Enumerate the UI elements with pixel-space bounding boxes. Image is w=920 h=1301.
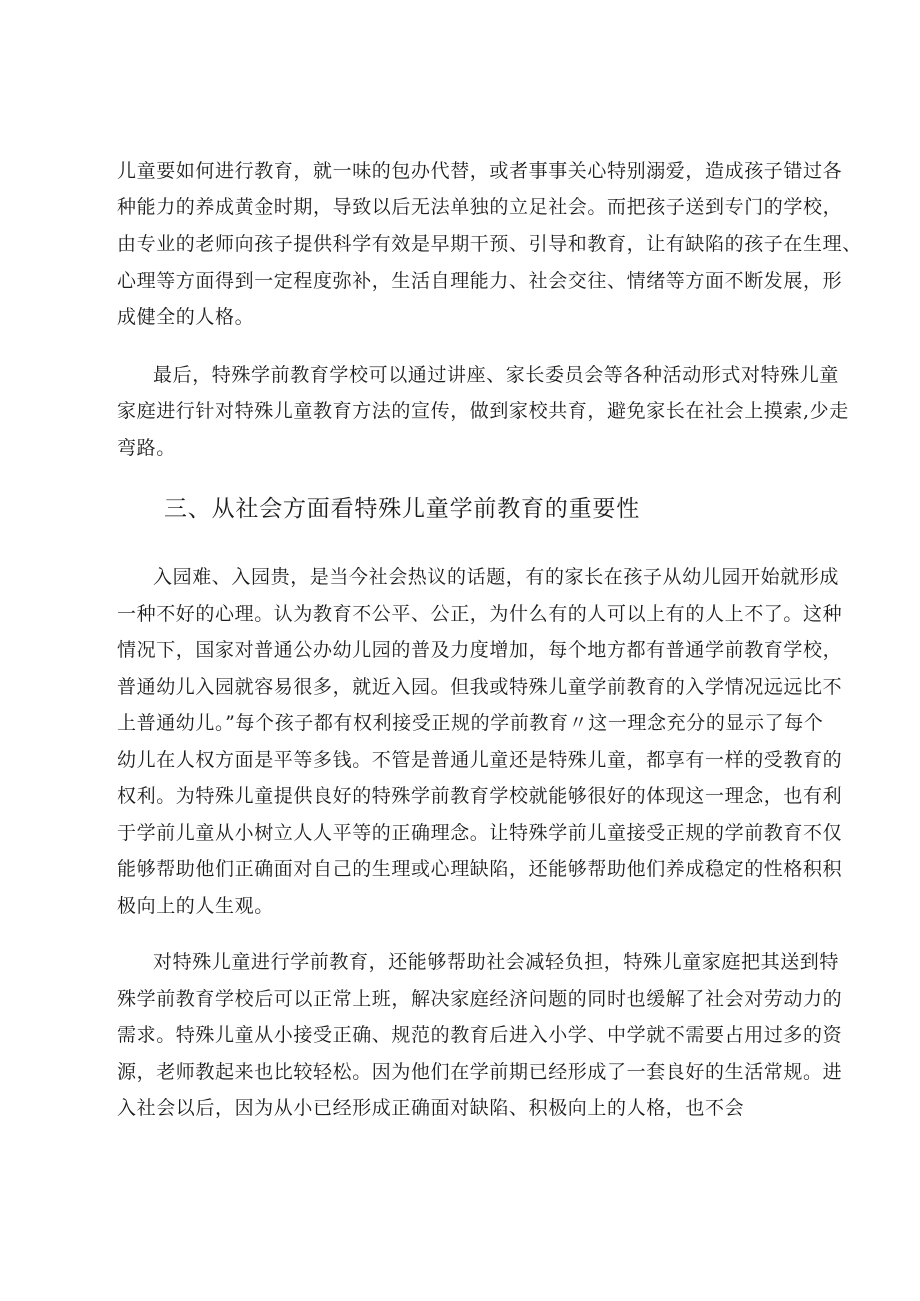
paragraph-line: 儿童要如何进行教育，就一味的包办代替，或者事事关心特别溺爱，造成孩子错过各 [117,160,843,182]
paragraph-line: 入园难、入园贵，是当今社会热议的话题，有的家长在孩子从幼儿园开始就形成 [153,566,840,588]
paragraph-line: 情况下，国家对普通公办幼儿园的普及力度增加，每个地方都有普通学前教育学校， [117,639,843,661]
paragraph-line: 普通幼儿入园就容易很多，就近入园。但我或特殊儿童学前教育的入学情况远远比不 [117,676,843,698]
paragraph-line: 殊学前教育学校后可以正常上班，解决家庭经济问题的同时也缓解了社会对劳动力的 [117,988,843,1010]
paragraph-line: 入社会以后，因为从小已经形成正确面对缺陷、积极向上的人格，也不会 [117,1097,745,1119]
paragraph-line: 于学前儿童从小树立人人平等的正确理念。让特殊学前儿童接受正规的学前教育不仅 [117,822,843,844]
paragraph-line: 家庭进行针对特殊儿童教育方法的宣传，做到家校共育，避免家长在社会上摸索,少走 [117,400,849,422]
paragraph-line: 对特殊儿童进行学前教育，还能够帮助社会减轻负担，特殊儿童家庭把其送到特 [153,951,840,973]
paragraph-line: 幼儿在人权方面是平等多钱。不管是普通儿童还是特殊儿童，都享有一样的受教育的 [117,749,843,771]
paragraph-line: 需求。特殊儿童从小接受正确、规范的教育后进入小学、中学就不需要占用过多的资 [117,1024,843,1046]
section-heading: 三、从社会方面看特殊儿童学前教育的重要性 [164,496,640,522]
paragraph-line: 极向上的人生观。 [117,895,274,917]
paragraph-line: 成健全的人格。 [117,306,255,328]
paragraph-line: 种能力的养成黄金时期，导致以后无法单独的立足社会。而把孩子送到专门的学校， [117,196,843,218]
paragraph-line: 源，老师教起来也比较轻松。因为他们在学前期已经形成了一套良好的生活常规。进 [117,1061,843,1083]
paragraph-line: 上普通幼儿。”每个孩子都有权利接受正规的学前教育〃这一理念充分的显示了每个 [117,712,824,734]
paragraph-line: 最后，特殊学前教育学校可以通过讲座、家长委员会等各种活动形式对特殊儿童 [153,364,840,386]
paragraph-line: 一种不好的心理。认为教育不公平、公正，为什么有的人可以上有的人上不了。这种 [117,603,843,625]
paragraph-line: 弯路。 [117,437,176,459]
paragraph-line: 由专业的老师向孩子提供科学有效是早期干预、引导和教育，让有缺陷的孩子在生理、 [117,233,862,255]
paragraph-line: 心理等方面得到一定程度弥补，生活自理能力、社会交往、情绪等方面不断发展，形 [117,270,843,292]
paragraph-line: 能够帮助他们正确面对自己的生理或心理缺陷，还能够帮助他们养成稳定的性格积积 [117,858,843,880]
paragraph-line: 权利。为特殊儿童提供良好的特殊学前教育学校就能够很好的体现这一理念，也有利 [117,785,843,807]
